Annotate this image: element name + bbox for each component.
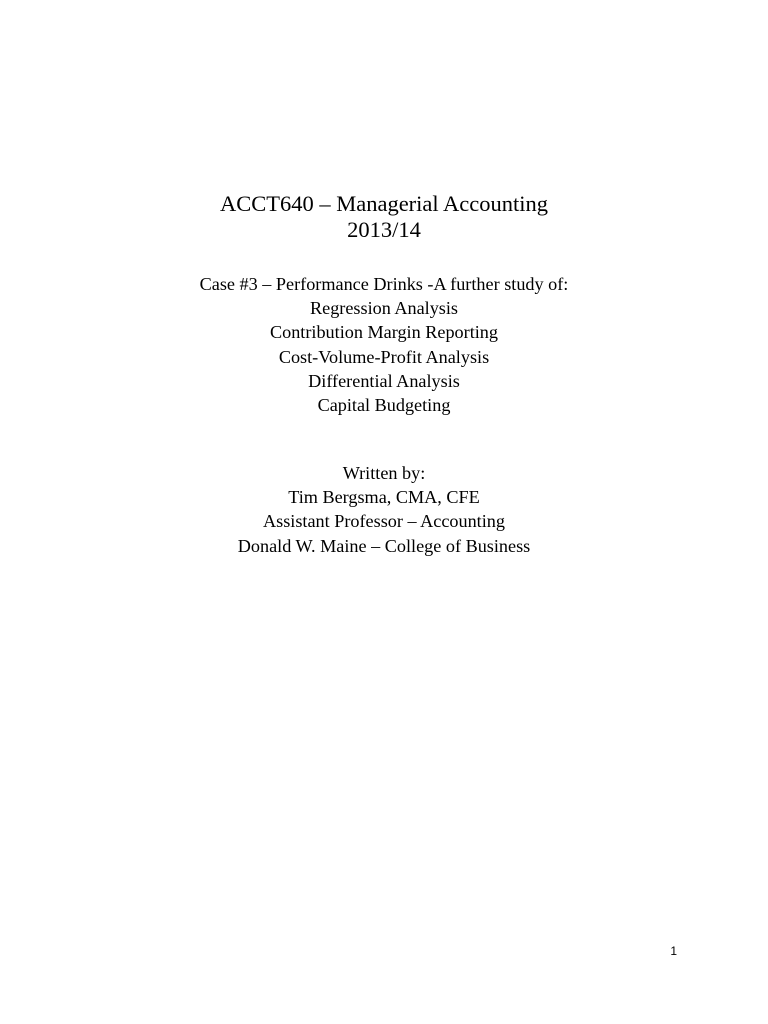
academic-year: 2013/14 (347, 217, 421, 242)
topic-cost-volume-profit-analysis: Cost-Volume-Profit Analysis (278, 346, 490, 367)
author-position: Assistant Professor – Accounting (263, 511, 505, 532)
topic-capital-budgeting: Capital Budgeting (317, 395, 451, 416)
author-name: Tim Bergsma, CMA, CFE (288, 487, 480, 508)
course-title: ACCT640 – Managerial Accounting (219, 191, 549, 216)
author-institution: Donald W. Maine – College of Business (237, 535, 531, 556)
topic-regression-analysis: Regression Analysis (309, 298, 459, 319)
topic-differential-analysis: Differential Analysis (308, 370, 460, 391)
page-number: 1 (670, 944, 677, 958)
title-block (0, 191, 768, 243)
case-heading: Case #3 – Performance Drinks -A further study of: (199, 274, 569, 294)
author-block (0, 461, 768, 558)
case-description (0, 272, 768, 417)
topic-contribution-margin-reporting: Contribution Margin Reporting (269, 322, 498, 343)
written-by-label: Written by: (342, 463, 426, 483)
